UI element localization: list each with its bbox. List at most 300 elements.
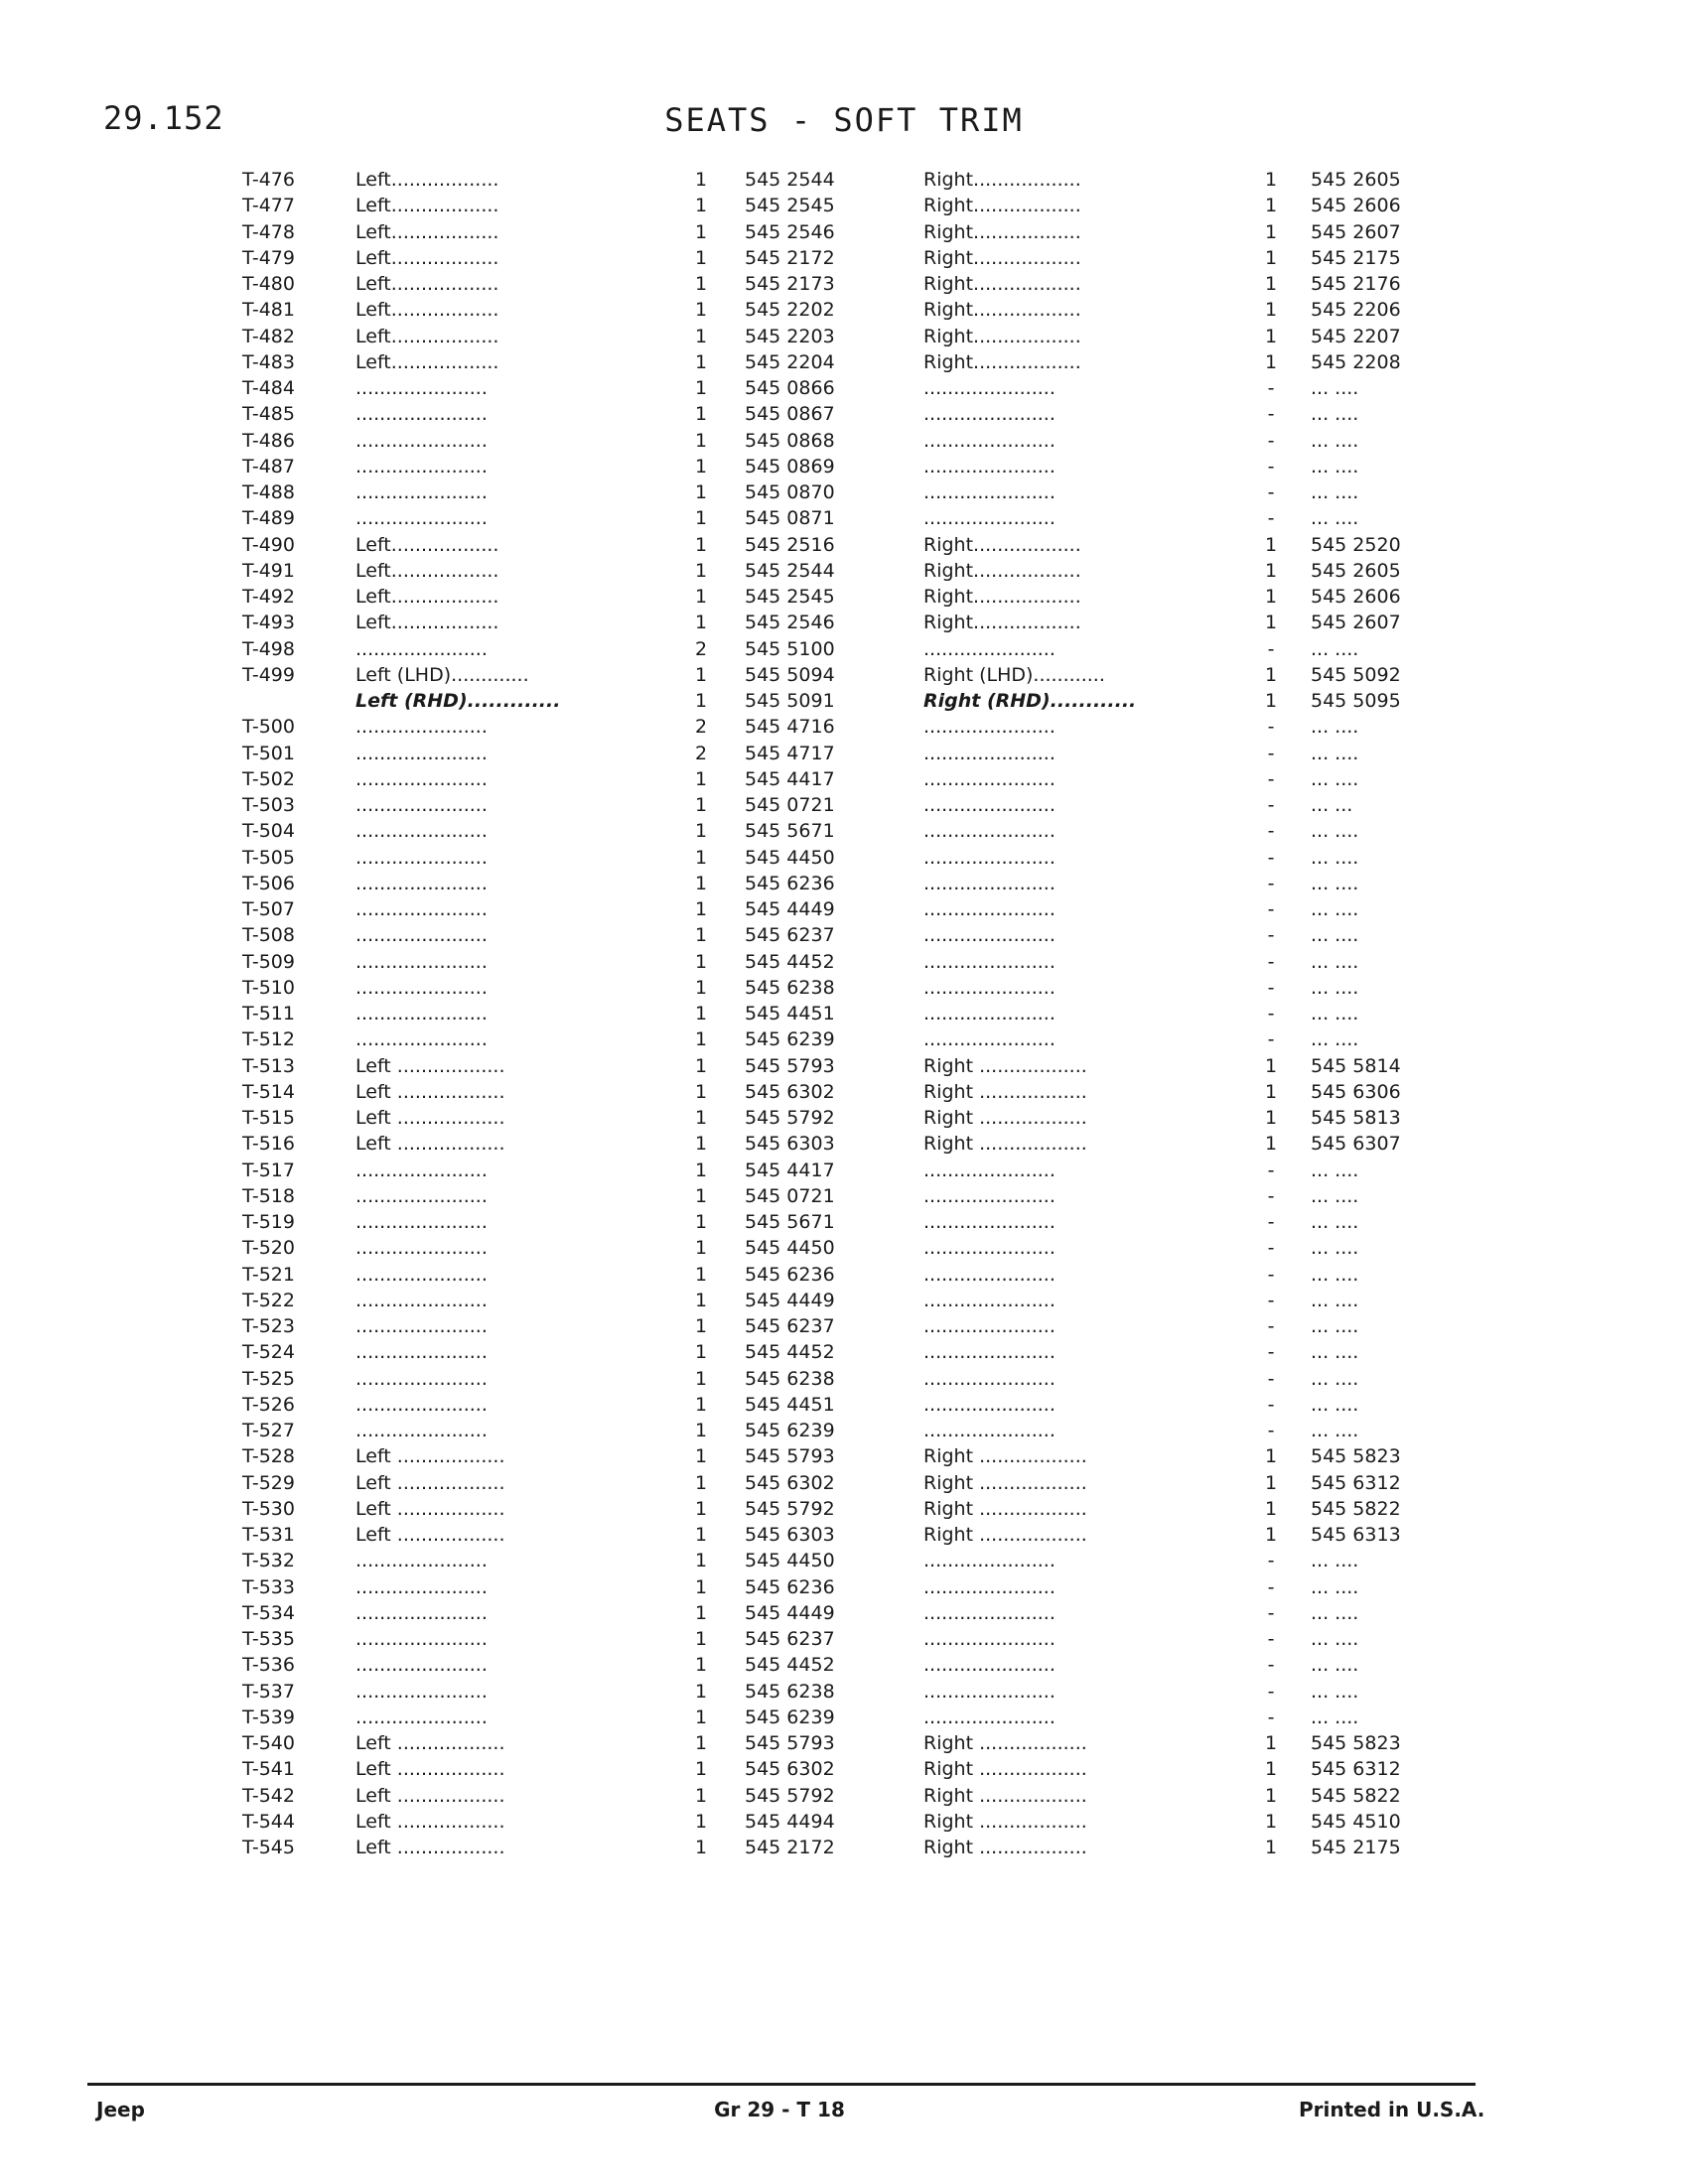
part-number-label: T-483 xyxy=(242,350,295,373)
table-row xyxy=(0,845,1688,871)
left-quantity: 1 xyxy=(694,246,708,269)
right-description: ...................... xyxy=(923,1263,1055,1286)
right-description: Right .................. xyxy=(923,1810,1087,1833)
left-part-number: 545 4417 xyxy=(745,767,835,790)
right-part-number: ... .... xyxy=(1311,1028,1359,1051)
table-row xyxy=(0,297,1688,323)
footer-rule xyxy=(87,2083,1476,2086)
left-description: ...................... xyxy=(355,767,488,790)
left-quantity: 1 xyxy=(694,169,708,191)
left-quantity: 1 xyxy=(694,1159,708,1181)
left-part-number: 545 6303 xyxy=(745,1133,835,1156)
left-quantity: 1 xyxy=(694,350,708,373)
right-description: Right.................. xyxy=(923,220,1081,243)
left-description: Left.................. xyxy=(355,533,499,556)
left-quantity: 1 xyxy=(694,924,708,947)
left-part-number: 545 4450 xyxy=(745,1237,835,1260)
left-quantity: 1 xyxy=(694,767,708,790)
left-part-number: 545 0721 xyxy=(745,794,835,816)
part-number-label: T-504 xyxy=(242,820,295,843)
right-part-number: 545 5822 xyxy=(1311,1497,1401,1520)
right-description: ...................... xyxy=(923,1680,1055,1703)
left-part-number: 545 6236 xyxy=(745,1575,835,1598)
right-quantity: - xyxy=(1267,976,1275,999)
table-row xyxy=(0,428,1688,454)
right-part-number: ... .... xyxy=(1311,872,1359,894)
right-description: ...................... xyxy=(923,1184,1055,1207)
left-description: Left .................. xyxy=(355,1837,505,1858)
left-quantity: 1 xyxy=(694,1184,708,1207)
table-row xyxy=(0,375,1688,401)
part-number-label: T-545 xyxy=(242,1837,295,1858)
left-part-number: 545 2545 xyxy=(745,195,835,217)
part-number-label: T-484 xyxy=(242,377,295,399)
left-description: Left.................. xyxy=(355,325,499,347)
left-quantity: 1 xyxy=(694,195,708,217)
table-row xyxy=(0,1470,1688,1496)
right-description: ...................... xyxy=(923,846,1055,869)
part-number-label: T-539 xyxy=(242,1706,295,1728)
right-quantity: - xyxy=(1267,1315,1275,1337)
right-part-number: 545 6312 xyxy=(1311,1471,1401,1494)
left-part-number: 545 2545 xyxy=(745,586,835,608)
left-description: ...................... xyxy=(355,1628,488,1650)
left-part-number: 545 0871 xyxy=(745,507,835,530)
right-quantity: - xyxy=(1267,1420,1275,1441)
right-part-number: ... .... xyxy=(1311,1211,1359,1233)
right-description: ...................... xyxy=(923,377,1055,399)
left-quantity: 1 xyxy=(694,1497,708,1520)
left-part-number: 545 4716 xyxy=(745,716,835,739)
table-row xyxy=(0,219,1688,245)
table-row xyxy=(0,1496,1688,1522)
left-part-number: 545 0870 xyxy=(745,481,835,503)
left-part-number: 545 4452 xyxy=(745,950,835,973)
left-part-number: 545 6237 xyxy=(745,1628,835,1650)
table-row xyxy=(0,1053,1688,1079)
part-number-label: T-491 xyxy=(242,559,295,582)
left-description: ...................... xyxy=(355,716,488,739)
left-part-number: 545 2203 xyxy=(745,325,835,347)
left-part-number: 545 5792 xyxy=(745,1784,835,1807)
left-quantity: 1 xyxy=(694,690,708,712)
right-description: ...................... xyxy=(923,455,1055,478)
table-row xyxy=(0,1626,1688,1652)
right-part-number: 545 5823 xyxy=(1311,1732,1401,1754)
left-quantity: 1 xyxy=(694,1028,708,1051)
part-number-label: T-541 xyxy=(242,1758,295,1781)
right-description: Right .................. xyxy=(923,1837,1087,1858)
right-description: ...................... xyxy=(923,507,1055,530)
parts-table xyxy=(0,167,1688,1860)
left-quantity: 1 xyxy=(694,1601,708,1624)
right-description: Right .................. xyxy=(923,1445,1087,1468)
table-row xyxy=(0,1809,1688,1835)
right-description: ...................... xyxy=(923,481,1055,503)
left-quantity: 1 xyxy=(694,481,708,503)
left-part-number: 545 2173 xyxy=(745,273,835,295)
left-part-number: 545 0721 xyxy=(745,1184,835,1207)
table-row xyxy=(0,1705,1688,1730)
left-part-number: 545 6302 xyxy=(745,1471,835,1494)
left-description: ...................... xyxy=(355,950,488,973)
right-part-number: ... .... xyxy=(1311,429,1359,452)
part-number-label: T-509 xyxy=(242,950,295,973)
right-quantity: 1 xyxy=(1264,1445,1278,1468)
part-number-label: T-485 xyxy=(242,403,295,426)
left-quantity: 1 xyxy=(694,1628,708,1650)
table-row xyxy=(0,1730,1688,1756)
right-part-number: ... .... xyxy=(1311,976,1359,999)
left-part-number: 545 2544 xyxy=(745,559,835,582)
right-part-number: 545 2605 xyxy=(1311,559,1401,582)
left-part-number: 545 2202 xyxy=(745,299,835,322)
left-part-number: 545 6238 xyxy=(745,1680,835,1703)
left-quantity: 1 xyxy=(694,1133,708,1156)
right-description: ...................... xyxy=(923,429,1055,452)
left-quantity: 1 xyxy=(694,1054,708,1077)
left-part-number: 545 5094 xyxy=(745,663,835,686)
left-part-number: 545 5671 xyxy=(745,1211,835,1233)
left-quantity: 1 xyxy=(694,1445,708,1468)
left-quantity: 1 xyxy=(694,455,708,478)
table-row xyxy=(0,1366,1688,1392)
left-description: ...................... xyxy=(355,1003,488,1024)
right-quantity: - xyxy=(1267,403,1275,426)
right-quantity: - xyxy=(1267,898,1275,920)
right-description: Right.................. xyxy=(923,273,1081,295)
right-quantity: 1 xyxy=(1264,1758,1278,1781)
table-row xyxy=(0,1209,1688,1235)
table-row xyxy=(0,922,1688,948)
table-row xyxy=(0,714,1688,740)
left-description: ...................... xyxy=(355,1263,488,1286)
right-description: Right.................. xyxy=(923,533,1081,556)
right-part-number: ... .... xyxy=(1311,1628,1359,1650)
right-description: Right.................. xyxy=(923,195,1081,217)
table-row xyxy=(0,662,1688,688)
right-description: ...................... xyxy=(923,403,1055,426)
right-part-number: 545 6307 xyxy=(1311,1133,1401,1156)
table-row xyxy=(0,271,1688,297)
left-quantity: 1 xyxy=(694,1706,708,1728)
left-part-number: 545 5793 xyxy=(745,1732,835,1754)
left-part-number: 545 5793 xyxy=(745,1445,835,1468)
right-part-number: ... .... xyxy=(1311,1159,1359,1181)
table-row xyxy=(0,584,1688,610)
right-description: ...................... xyxy=(923,1393,1055,1416)
left-quantity: 1 xyxy=(694,872,708,894)
right-part-number: 545 2606 xyxy=(1311,195,1401,217)
part-number-label: T-529 xyxy=(242,1471,295,1494)
right-description: Right.................. xyxy=(923,299,1081,322)
right-part-number: 545 6313 xyxy=(1311,1524,1401,1546)
right-description: ...................... xyxy=(923,950,1055,973)
left-description: ...................... xyxy=(355,1237,488,1260)
left-description: Left .................. xyxy=(355,1497,505,1520)
right-description: ...................... xyxy=(923,1550,1055,1572)
table-row xyxy=(0,1600,1688,1626)
right-description: Right .................. xyxy=(923,1080,1087,1103)
part-number-label: T-510 xyxy=(242,976,295,999)
right-quantity: - xyxy=(1267,872,1275,894)
left-quantity: 1 xyxy=(694,1420,708,1441)
right-part-number: ... .... xyxy=(1311,1393,1359,1416)
right-description: ...................... xyxy=(923,1341,1055,1364)
part-number-label: T-505 xyxy=(242,846,295,869)
part-number-label: T-511 xyxy=(242,1003,295,1024)
right-part-number: ... .... xyxy=(1311,950,1359,973)
part-number-label: T-522 xyxy=(242,1289,295,1311)
left-quantity: 1 xyxy=(694,612,708,634)
left-quantity: 1 xyxy=(694,950,708,973)
part-number-label: T-530 xyxy=(242,1497,295,1520)
left-description: Left .................. xyxy=(355,1784,505,1807)
right-quantity: - xyxy=(1267,1211,1275,1233)
right-quantity: - xyxy=(1267,1654,1275,1677)
left-quantity: 1 xyxy=(694,586,708,608)
right-part-number: ... ... xyxy=(1311,794,1353,816)
left-description: ...................... xyxy=(355,637,488,660)
left-description: ...................... xyxy=(355,1393,488,1416)
left-quantity: 1 xyxy=(694,1289,708,1311)
part-number-label: T-525 xyxy=(242,1367,295,1390)
left-part-number: 545 4449 xyxy=(745,898,835,920)
right-quantity: 1 xyxy=(1264,663,1278,686)
left-quantity: 1 xyxy=(694,1758,708,1781)
right-part-number: 545 2607 xyxy=(1311,220,1401,243)
right-description: Right.................. xyxy=(923,350,1081,373)
left-description: ...................... xyxy=(355,1159,488,1181)
table-row xyxy=(0,245,1688,271)
left-description: Left.................. xyxy=(355,273,499,295)
left-quantity: 1 xyxy=(694,1393,708,1416)
left-quantity: 1 xyxy=(694,507,708,530)
table-row xyxy=(0,1339,1688,1365)
part-number-label: T-517 xyxy=(242,1159,295,1181)
left-description: ...................... xyxy=(355,1315,488,1337)
right-part-number: ... .... xyxy=(1311,846,1359,869)
part-number-label: T-537 xyxy=(242,1680,295,1703)
right-part-number: 545 2207 xyxy=(1311,325,1401,347)
right-part-number: ... .... xyxy=(1311,924,1359,947)
table-row xyxy=(0,1783,1688,1809)
left-part-number: 545 4451 xyxy=(745,1393,835,1416)
left-quantity: 1 xyxy=(694,1211,708,1233)
part-number-label: T-533 xyxy=(242,1575,295,1598)
right-part-number: ... .... xyxy=(1311,1315,1359,1337)
right-part-number: 545 5813 xyxy=(1311,1107,1401,1129)
left-description: ...................... xyxy=(355,1289,488,1311)
right-part-number: ... .... xyxy=(1311,1420,1359,1441)
left-part-number: 545 4717 xyxy=(745,742,835,764)
left-part-number: 545 6238 xyxy=(745,1367,835,1390)
table-row xyxy=(0,324,1688,349)
left-quantity: 1 xyxy=(694,1367,708,1390)
part-number-label: T-492 xyxy=(242,586,295,608)
left-description: Left .................. xyxy=(355,1133,505,1156)
left-description: Left.................. xyxy=(355,559,499,582)
table-row xyxy=(0,1105,1688,1131)
left-part-number: 545 5100 xyxy=(745,637,835,660)
right-quantity: 1 xyxy=(1264,533,1278,556)
right-part-number: 545 5823 xyxy=(1311,1445,1401,1468)
right-quantity: - xyxy=(1267,1628,1275,1650)
right-quantity: - xyxy=(1267,1575,1275,1598)
right-quantity: 1 xyxy=(1264,246,1278,269)
left-part-number: 545 5792 xyxy=(745,1107,835,1129)
part-number-label: T-507 xyxy=(242,898,295,920)
left-description: ...................... xyxy=(355,742,488,764)
part-number-label: T-514 xyxy=(242,1080,295,1103)
right-quantity: - xyxy=(1267,1341,1275,1364)
left-description: ...................... xyxy=(355,481,488,503)
left-quantity: 1 xyxy=(694,273,708,295)
table-row xyxy=(0,1235,1688,1261)
part-number-label: T-479 xyxy=(242,246,295,269)
left-description: Left.................. xyxy=(355,299,499,322)
left-part-number: 545 4449 xyxy=(745,1601,835,1624)
right-description: ...................... xyxy=(923,1575,1055,1598)
left-part-number: 545 2172 xyxy=(745,246,835,269)
left-part-number: 545 4451 xyxy=(745,1003,835,1024)
right-part-number: ... .... xyxy=(1311,1706,1359,1728)
right-quantity: - xyxy=(1267,481,1275,503)
right-quantity: - xyxy=(1267,455,1275,478)
left-part-number: 545 2204 xyxy=(745,350,835,373)
part-number-label: T-503 xyxy=(242,794,295,816)
left-quantity: 1 xyxy=(694,1003,708,1024)
right-description: ...................... xyxy=(923,976,1055,999)
footer-brand: Jeep xyxy=(96,2098,145,2121)
right-description: Right .................. xyxy=(923,1133,1087,1156)
right-quantity: - xyxy=(1267,429,1275,452)
right-description: Right .................. xyxy=(923,1471,1087,1494)
left-description: Left (RHD)............. xyxy=(355,690,561,712)
right-quantity: 1 xyxy=(1264,220,1278,243)
table-row xyxy=(0,975,1688,1001)
left-description: Left .................. xyxy=(355,1758,505,1781)
right-part-number: 545 6312 xyxy=(1311,1758,1401,1781)
right-part-number: 545 2176 xyxy=(1311,273,1401,295)
right-part-number: ... .... xyxy=(1311,637,1359,660)
left-description: ...................... xyxy=(355,846,488,869)
left-quantity: 1 xyxy=(694,429,708,452)
right-quantity: - xyxy=(1267,377,1275,399)
table-row xyxy=(0,454,1688,479)
left-description: ...................... xyxy=(355,976,488,999)
right-quantity: - xyxy=(1267,1367,1275,1390)
right-description: Right.................. xyxy=(923,325,1081,347)
left-part-number: 545 0869 xyxy=(745,455,835,478)
part-number-label: T-500 xyxy=(242,716,295,739)
page-title: SEATS - SOFT TRIM xyxy=(664,101,1024,139)
right-description: Right.................. xyxy=(923,612,1081,634)
right-description: ...................... xyxy=(923,924,1055,947)
right-part-number: 545 2208 xyxy=(1311,350,1401,373)
part-number-label: T-542 xyxy=(242,1784,295,1807)
left-quantity: 1 xyxy=(694,820,708,843)
right-description: Right .................. xyxy=(923,1732,1087,1754)
table-row xyxy=(0,1183,1688,1209)
left-quantity: 1 xyxy=(694,846,708,869)
right-quantity: - xyxy=(1267,1028,1275,1051)
right-quantity: 1 xyxy=(1264,586,1278,608)
right-part-number: ... .... xyxy=(1311,1550,1359,1572)
table-row xyxy=(0,896,1688,922)
right-part-number: 545 4510 xyxy=(1311,1810,1401,1833)
table-row xyxy=(0,1679,1688,1705)
right-quantity: 1 xyxy=(1264,690,1278,712)
right-description: ...................... xyxy=(923,767,1055,790)
left-quantity: 1 xyxy=(694,1680,708,1703)
right-quantity: 1 xyxy=(1264,325,1278,347)
left-part-number: 545 2172 xyxy=(745,1837,835,1858)
part-number-label: T-478 xyxy=(242,220,295,243)
table-row xyxy=(0,1131,1688,1157)
right-description: Right.................. xyxy=(923,559,1081,582)
left-description: ...................... xyxy=(355,1601,488,1624)
part-number-label: T-544 xyxy=(242,1810,295,1833)
left-quantity: 2 xyxy=(694,637,708,660)
right-part-number: ... .... xyxy=(1311,716,1359,739)
part-number-label: T-501 xyxy=(242,742,295,764)
right-description: ...................... xyxy=(923,1315,1055,1337)
left-part-number: 545 6239 xyxy=(745,1420,835,1441)
left-part-number: 545 4450 xyxy=(745,846,835,869)
part-number-label: T-493 xyxy=(242,612,295,634)
right-description: Right (RHD)............ xyxy=(923,690,1137,712)
left-description: Left .................. xyxy=(355,1107,505,1129)
part-number-label: T-536 xyxy=(242,1654,295,1677)
right-description: ...................... xyxy=(923,1654,1055,1677)
table-row xyxy=(0,610,1688,635)
left-description: Left.................. xyxy=(355,350,499,373)
left-description: ...................... xyxy=(355,455,488,478)
right-quantity: 1 xyxy=(1264,1524,1278,1546)
table-row xyxy=(0,193,1688,218)
right-part-number: 545 2605 xyxy=(1311,169,1401,191)
right-part-number: ... .... xyxy=(1311,1367,1359,1390)
table-row xyxy=(0,1522,1688,1548)
right-description: ...................... xyxy=(923,1367,1055,1390)
part-number-label: T-535 xyxy=(242,1628,295,1650)
left-part-number: 545 4449 xyxy=(745,1289,835,1311)
left-description: ...................... xyxy=(355,1341,488,1364)
left-quantity: 1 xyxy=(694,898,708,920)
left-quantity: 1 xyxy=(694,1550,708,1572)
left-quantity: 1 xyxy=(694,1080,708,1103)
table-row xyxy=(0,1392,1688,1418)
part-number-label: T-486 xyxy=(242,429,295,452)
right-quantity: 1 xyxy=(1264,1080,1278,1103)
left-part-number: 545 6239 xyxy=(745,1028,835,1051)
table-row xyxy=(0,741,1688,766)
part-number-label: T-480 xyxy=(242,273,295,295)
left-quantity: 1 xyxy=(694,663,708,686)
left-part-number: 545 2546 xyxy=(745,220,835,243)
table-row xyxy=(0,818,1688,844)
right-quantity: - xyxy=(1267,924,1275,947)
right-description: Right (LHD)............ xyxy=(923,663,1105,686)
part-number-label: T-489 xyxy=(242,507,295,530)
right-quantity: - xyxy=(1267,767,1275,790)
right-quantity: - xyxy=(1267,742,1275,764)
right-description: ...................... xyxy=(923,1601,1055,1624)
left-part-number: 545 4494 xyxy=(745,1810,835,1833)
left-quantity: 1 xyxy=(694,1471,708,1494)
right-quantity: 1 xyxy=(1264,273,1278,295)
